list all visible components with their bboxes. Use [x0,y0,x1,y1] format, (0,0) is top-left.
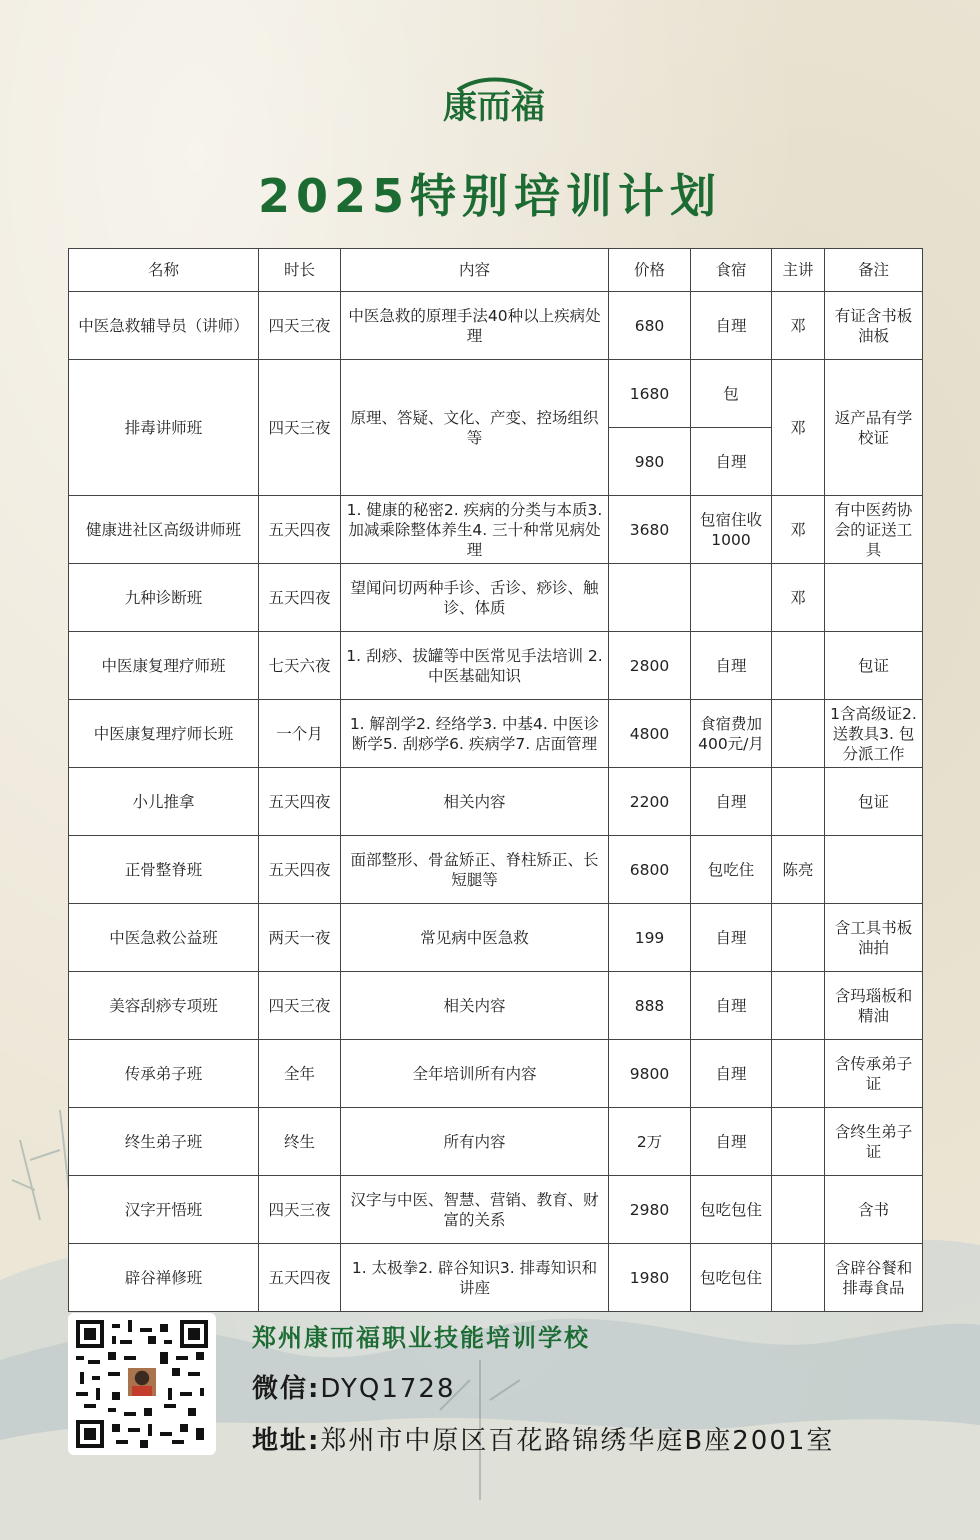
address-line [252,1420,834,1457]
header-content: 内容 [341,249,609,292]
course-board: 自理 [691,904,772,972]
svg-text:康而福: 康而福 [443,87,545,122]
course-lecturer: 陈亮 [772,836,825,904]
course-content: 汉字与中医、智慧、营销、教育、财富的关系 [341,1176,609,1244]
course-lecturer [772,1108,825,1176]
table-row [69,972,923,1040]
course-lecturer [772,768,825,836]
course-duration: 全年 [259,1040,341,1108]
course-board: 包 [691,360,772,428]
course-duration: 五天四夜 [259,496,341,564]
table-row [69,564,923,632]
course-duration: 四天三夜 [259,292,341,360]
course-name: 终生弟子班 [69,1108,259,1176]
course-content: 相关内容 [341,768,609,836]
course-content: 所有内容 [341,1108,609,1176]
wechat-line [252,1368,456,1405]
course-board: 自理 [691,292,772,360]
course-price: 199 [609,904,691,972]
course-content: 相关内容 [341,972,609,1040]
course-name: 中医急救辅导员（讲师） [69,292,259,360]
qr-code [68,1313,216,1455]
header-price: 价格 [609,249,691,292]
table-row [69,836,923,904]
table-row [69,700,923,768]
course-price: 2980 [609,1176,691,1244]
course-duration: 四天三夜 [259,360,341,496]
page-title: 2025特别培训计划 [257,169,723,223]
course-note: 1含高级证2. 送教具3. 包分派工作 [825,700,923,768]
header-note: 备注 [825,249,923,292]
course-lecturer [772,1040,825,1108]
course-note: 返产品有学校证 [825,360,923,496]
course-duration: 七天六夜 [259,632,341,700]
course-duration: 五天四夜 [259,768,341,836]
course-lecturer: 邓 [772,564,825,632]
course-name: 排毒讲师班 [69,360,259,496]
course-name: 汉字开悟班 [69,1176,259,1244]
course-lecturer [772,700,825,768]
course-duration: 终生 [259,1108,341,1176]
course-name: 健康进社区高级讲师班 [69,496,259,564]
course-note: 含工具书板油拍 [825,904,923,972]
course-duration: 五天四夜 [259,1244,341,1312]
table-row [69,1040,923,1108]
course-board: 自理 [691,972,772,1040]
course-lecturer [772,904,825,972]
course-board [691,564,772,632]
course-name: 中医康复理疗师班 [69,632,259,700]
course-board: 食宿费加400元/月 [691,700,772,768]
address-label: 地址: [252,1426,321,1456]
course-price: 680 [609,292,691,360]
qr-code-icon [76,1320,208,1448]
course-board: 自理 [691,1040,772,1108]
training-plan-table [68,248,923,1312]
course-duration: 四天三夜 [259,1176,341,1244]
course-note: 包证 [825,632,923,700]
course-duration: 四天三夜 [259,972,341,1040]
course-duration: 一个月 [259,700,341,768]
table-row [69,632,923,700]
table-header-row [69,249,923,292]
course-price: 4800 [609,700,691,768]
course-board: 自理 [691,768,772,836]
course-note: 含传承弟子证 [825,1040,923,1108]
header-board: 食宿 [691,249,772,292]
course-lecturer: 邓 [772,292,825,360]
course-name: 传承弟子班 [69,1040,259,1108]
course-board: 自理 [691,632,772,700]
course-name: 小儿推拿 [69,768,259,836]
course-note: 有中医药协会的证送工具 [825,496,923,564]
course-board: 自理 [691,1108,772,1176]
course-lecturer: 邓 [772,360,825,496]
wechat-id: DYQ1728 [320,1374,456,1404]
course-note: 包证 [825,768,923,836]
course-lecturer [772,1176,825,1244]
course-lecturer [772,1244,825,1312]
wechat-label: 微信: [252,1374,321,1404]
table-row [69,1108,923,1176]
course-price: 888 [609,972,691,1040]
course-duration: 两天一夜 [259,904,341,972]
course-note: 有证含书板油板 [825,292,923,360]
course-name: 九种诊断班 [69,564,259,632]
course-name: 辟谷禅修班 [69,1244,259,1312]
course-content: 原理、答疑、文化、产变、控场组织等 [341,360,609,496]
table-row [69,1176,923,1244]
table-row [69,360,923,428]
course-content: 全年培训所有内容 [341,1040,609,1108]
header-name: 名称 [69,249,259,292]
course-price: 3680 [609,496,691,564]
course-board: 包吃住 [691,836,772,904]
course-note: 含终生弟子证 [825,1108,923,1176]
course-note: 含书 [825,1176,923,1244]
course-lecturer: 邓 [772,496,825,564]
brand-logo [428,74,560,122]
table-row [69,904,923,972]
course-note [825,836,923,904]
course-price: 1980 [609,1244,691,1312]
course-note [825,564,923,632]
course-price: 2万 [609,1108,691,1176]
table-row [69,292,923,360]
course-price: 2200 [609,768,691,836]
course-note: 含辟谷餐和排毒食品 [825,1244,923,1312]
table-row [69,496,923,564]
course-content: 面部整形、骨盆矫正、脊柱矫正、长短腿等 [341,836,609,904]
course-content: 望闻问切两种手诊、舌诊、痧诊、触诊、体质 [341,564,609,632]
course-duration: 五天四夜 [259,836,341,904]
course-name: 中医急救公益班 [69,904,259,972]
school-name: 郑州康而福职业技能培训学校 [252,1324,590,1352]
course-name: 正骨整脊班 [69,836,259,904]
course-price-alt: 980 [609,428,691,496]
course-duration: 五天四夜 [259,564,341,632]
course-price: 2800 [609,632,691,700]
course-lecturer [772,632,825,700]
address-text: 郑州市中原区百花路锦绣华庭B座2001室 [320,1426,835,1456]
course-board: 包宿住收1000 [691,496,772,564]
header-duration: 时长 [259,249,341,292]
course-lecturer [772,972,825,1040]
course-price: 9800 [609,1040,691,1108]
course-content: 常见病中医急救 [341,904,609,972]
course-note: 含玛瑙板和精油 [825,972,923,1040]
course-content: 1. 解剖学2. 经络学3. 中基4. 中医诊断学5. 刮痧学6. 疾病学7. 店面管理 [341,700,609,768]
course-content: 中医急救的原理手法40种以上疾病处理 [341,292,609,360]
table-row [69,768,923,836]
table-row [69,1244,923,1312]
course-price: 6800 [609,836,691,904]
course-price: 1680 [609,360,691,428]
course-name: 美容刮痧专项班 [69,972,259,1040]
course-content: 1. 刮痧、拔罐等中医常见手法培训 2. 中医基础知识 [341,632,609,700]
course-content: 1. 太极拳2. 辟谷知识3. 排毒知识和讲座 [341,1244,609,1312]
course-price [609,564,691,632]
course-board: 包吃包住 [691,1176,772,1244]
header-lecturer: 主讲 [772,249,825,292]
course-board: 包吃包住 [691,1244,772,1312]
course-content: 1. 健康的秘密2. 疾病的分类与本质3. 加减乘除整体养生4. 三十种常见病处理 [341,496,609,564]
course-name: 中医康复理疗师长班 [69,700,259,768]
course-board-alt: 自理 [691,428,772,496]
